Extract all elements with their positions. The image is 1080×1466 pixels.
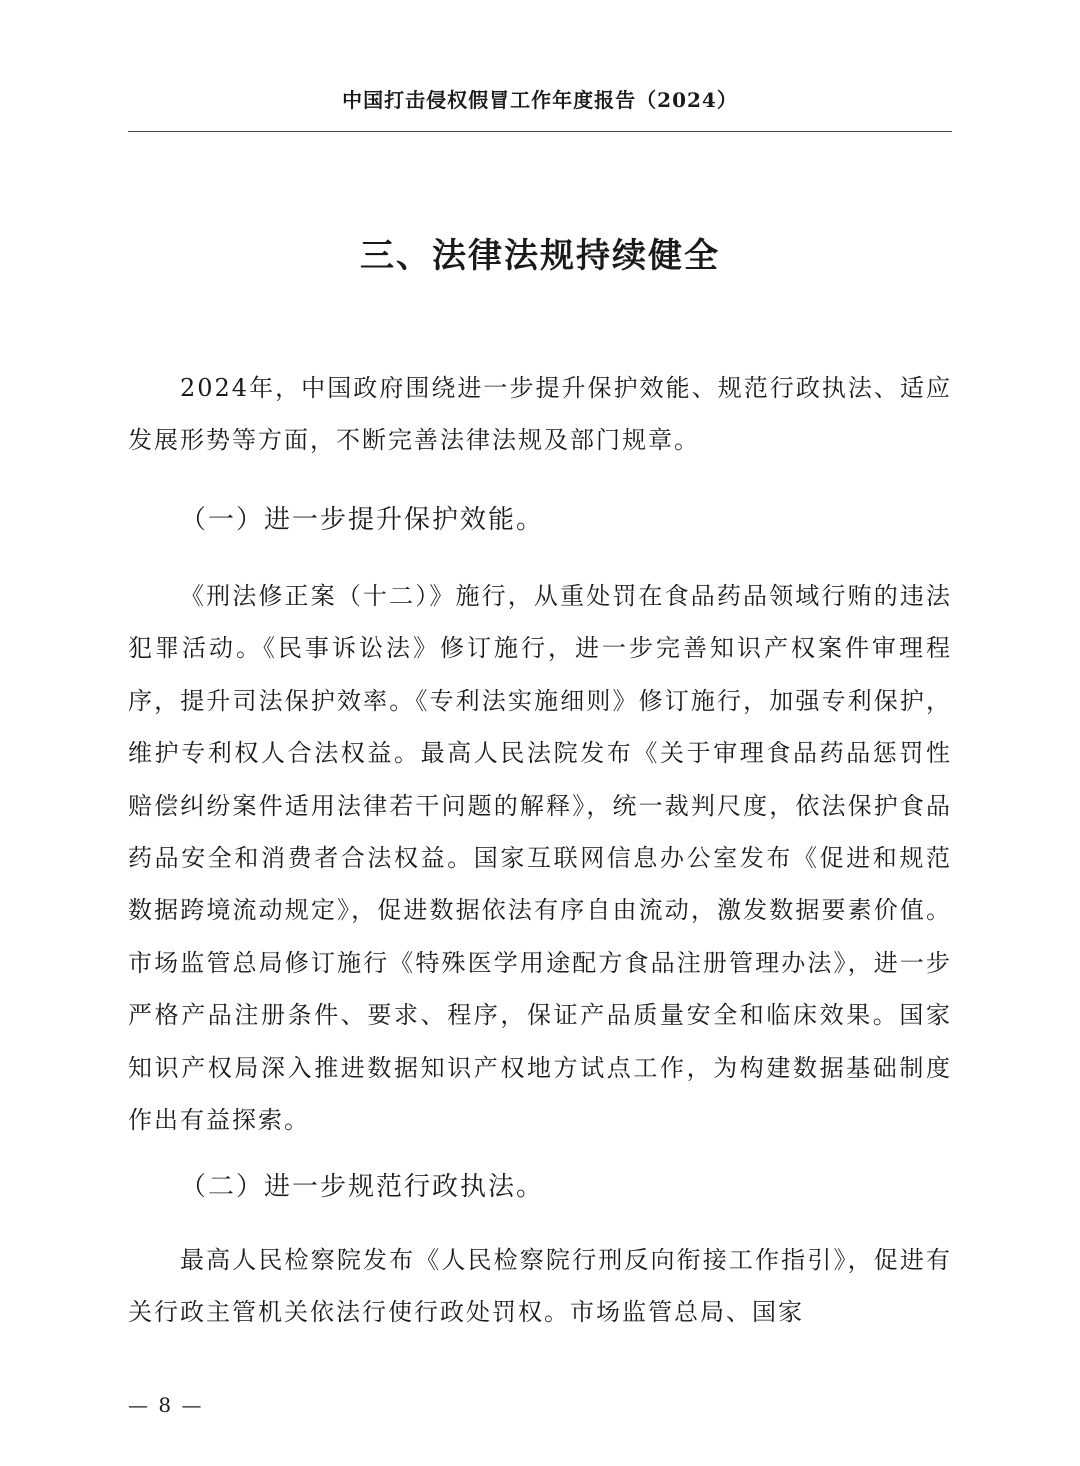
- running-header: 中国打击侵权假冒工作年度报告（2024）: [342, 88, 738, 112]
- subsection-paragraph-2: 最高人民检察院发布《人民检察院行刑反向衔接工作指引》，促进有关行政主管机关依法行使行政处罚权。市场监管总局、国家: [128, 1246, 952, 1327]
- intro-paragraph: 2024年，中国政府围绕进一步提升保护效能、规范行政执法、适应发展形势等方面，不断完善法律法规及部门规章。: [128, 374, 952, 455]
- section-title: 三、法律法规持续健全: [360, 236, 720, 276]
- page-number: — 8 —: [128, 1393, 204, 1417]
- subsection-paragraph-1: 《刑法修正案（十二）》施行，从重处罚在食品药品领域行贿的违法犯罪活动。《民事诉讼法》修订施行，进一步完善知识产权案件审理程序，提升司法保护效率。《专利法实施细则》修订施行，加强专利保护，维护专利权人合法权益。最高人民法院发布《关于审理食品药品惩罚性赔偿纠纷案件适用法律若干问题的解释》，统一裁判尺度，依法保护食品药品安全和消费者合法权益。国家互联网信息办公室发布《促进和规范数据跨境流动规定》，促进数据依法有序自由流动，激发数据要素价值。市场监管总局修订施行《特殊医学用途配方食品注册管理办法》，进一步严格产品注册条件、要求、程序，保证产品质量安全和临床效果。国家知识产权局深入推进数据知识产权地方试点工作，为构建数据基础制度作出有益探索。: [128, 582, 952, 1135]
- subsection-heading-2: （二）进一步规范行政执法。: [180, 1172, 545, 1202]
- header-divider: [128, 131, 952, 132]
- subsection-heading-1: （一）进一步提升保护效能。: [180, 505, 545, 535]
